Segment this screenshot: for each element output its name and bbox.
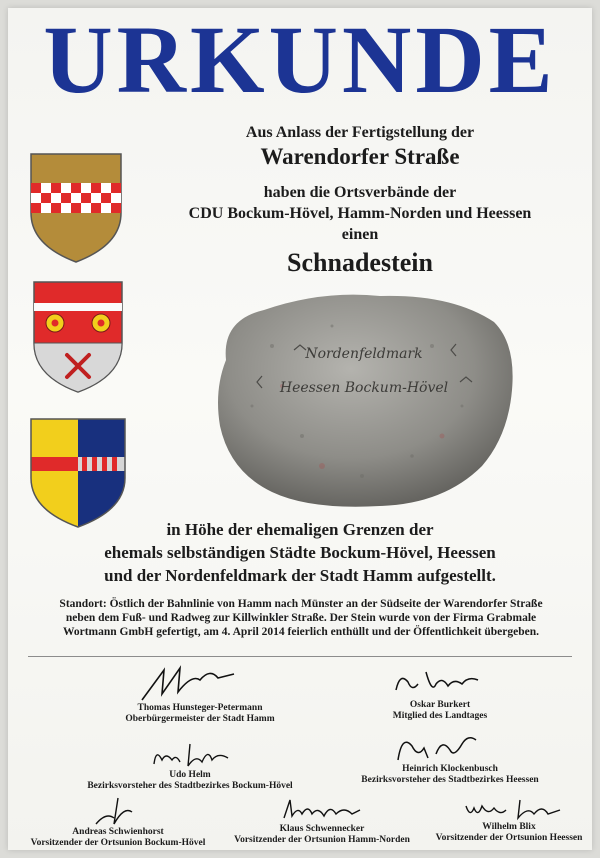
- page-title: URKUNDE: [43, 6, 557, 113]
- signatory-4: [340, 764, 560, 786]
- heessen-crest: [33, 281, 123, 393]
- stone-title: Schnadestein: [287, 248, 433, 277]
- signatory-name: Heinrich Klockenbusch: [402, 764, 498, 774]
- divider: [28, 656, 572, 657]
- signatory-name: Wilhelm Blix: [482, 822, 536, 832]
- body-line-3: und der Nordenfeldmark der Stadt Hamm aufgestellt.: [104, 566, 496, 585]
- intro-line-3: CDU Bockum-Hövel, Hamm-Norden und Heessen: [188, 205, 532, 222]
- signatory-5: [18, 827, 218, 849]
- signature-schwennecker: [280, 796, 364, 824]
- signatory-6: [222, 824, 422, 846]
- signature-burkert: [392, 664, 482, 700]
- bockum-hoevel-crest: [30, 153, 122, 263]
- signatory-3: [70, 770, 310, 792]
- body-line-2: ehemals selbständigen Städte Bockum-Hövel, Heessen: [104, 543, 496, 562]
- schnadestein-stone: [212, 286, 518, 514]
- intro-line-4: einen: [341, 226, 379, 243]
- stone-inscription-line-1: Nordenfeldmark: [305, 346, 423, 362]
- signature-blix: [462, 796, 564, 822]
- signatory-role: Mitglied des Landtages: [392, 711, 488, 721]
- body-line-1: in Höhe der ehemaligen Grenzen der: [166, 520, 434, 539]
- signature-helm: [150, 738, 230, 770]
- location-line-3: Wortmann GmbH gefertigt, am 4. April 2014 feierlich enthüllt und der Öffentlichkeit übergeben.: [62, 626, 540, 638]
- signatory-name: Oskar Burkert: [409, 700, 471, 710]
- signatory-role: Vorsitzender der Ortsunion Heessen: [435, 833, 583, 843]
- signatory-7: [426, 822, 592, 844]
- signature-klockenbusch: [392, 728, 480, 768]
- signatory-name: Klaus Schwennecker: [279, 824, 365, 834]
- street-name: Warendorfer Straße: [260, 144, 460, 169]
- signature-schwienhorst: [92, 794, 138, 828]
- signatory-1: [100, 703, 300, 725]
- hamm-norden-crest: [30, 418, 126, 528]
- intro-line-2: haben die Ortsverbände der: [263, 184, 457, 201]
- signatory-role: Bezirksvorsteher des Stadtbezirkes Heessen: [361, 775, 539, 785]
- signature-hunsteger-petermann: [140, 664, 236, 704]
- location-line-1: Standort: Östlich der Bahnlinie von Hamm nach Münster an der Südseite der Warendorfer Straße: [59, 598, 543, 610]
- signatory-name: Udo Helm: [169, 770, 211, 780]
- signatory-role: Vorsitzender der Ortsunion Bockum-Hövel: [30, 838, 206, 848]
- signatory-name: Andreas Schwienhorst: [72, 827, 164, 837]
- signatory-role: Vorsitzender der Ortsunion Hamm-Norden: [234, 835, 410, 845]
- stone-inscription-line-2: Heessen Bockum-Hövel: [279, 380, 449, 396]
- signatory-2: [360, 700, 520, 722]
- intro-line-1: Aus Anlass der Fertigstellung der: [245, 124, 475, 141]
- location-line-2: neben dem Fuß- und Radweg zur Killwinkler Straße. Der Stein wurde von der Firma Grabmale: [65, 612, 537, 624]
- signatory-name: Thomas Hunsteger-Petermann: [137, 703, 263, 713]
- signatory-role: Bezirksvorsteher des Stadtbezirkes Bockum-Hövel: [87, 781, 293, 791]
- signatory-role: Oberbürgermeister der Stadt Hamm: [125, 714, 275, 724]
